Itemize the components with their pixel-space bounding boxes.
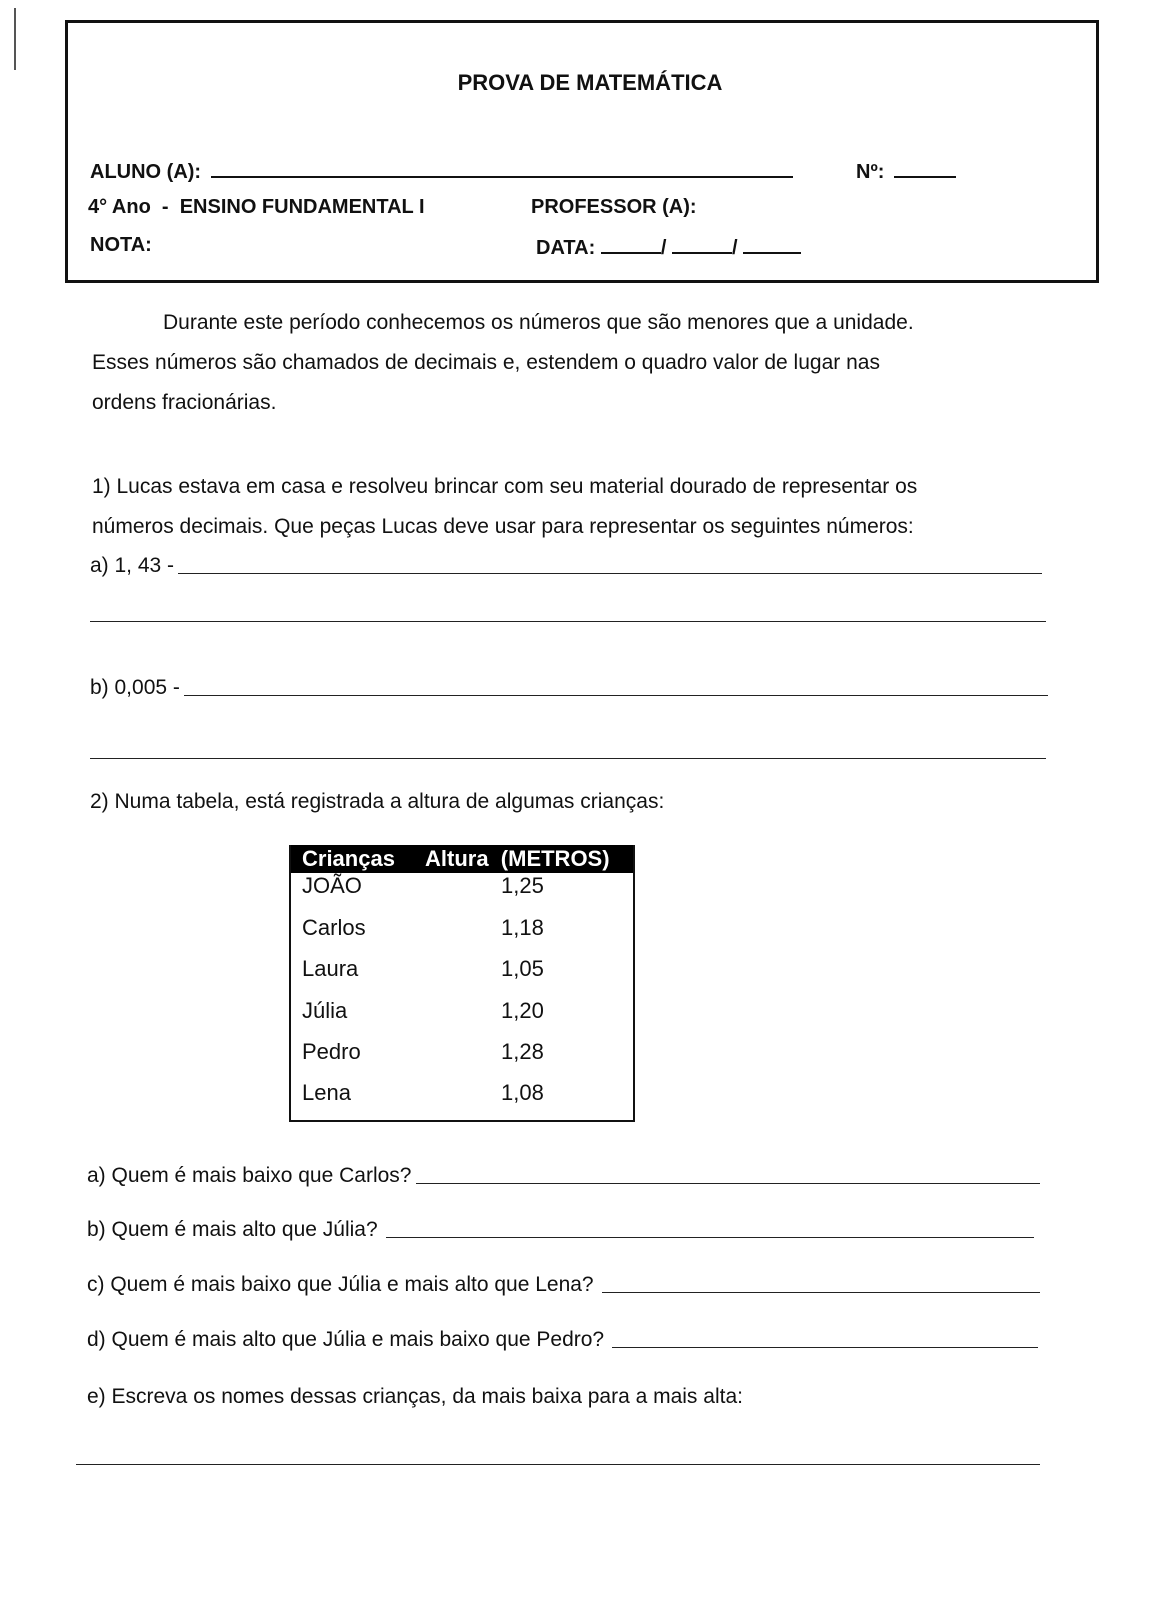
child-height: 1,05 bbox=[501, 956, 544, 981]
table-row bbox=[291, 915, 633, 945]
q1b-answer-row[interactable] bbox=[90, 676, 1048, 700]
answer-line[interactable] bbox=[90, 758, 1046, 759]
table-row bbox=[291, 956, 633, 986]
q2c-label: c) Quem é mais baixo que Júlia e mais alto que Lena? bbox=[87, 1273, 594, 1296]
child-name: Laura bbox=[302, 956, 359, 981]
number-field[interactable] bbox=[856, 158, 956, 184]
scan-mark bbox=[14, 8, 16, 70]
table-row bbox=[291, 1039, 633, 1069]
table-row bbox=[291, 998, 633, 1028]
answer-line[interactable] bbox=[416, 1183, 1041, 1184]
q1-text: 1) Lucas estava em casa e resolveu brincar com seu material dourado de representar os bbox=[92, 475, 918, 498]
child-height: 1,20 bbox=[501, 998, 544, 1023]
number-blank[interactable] bbox=[894, 158, 956, 178]
q1a-answer-row[interactable] bbox=[90, 554, 1042, 578]
intro-line: ordens fracionárias. bbox=[92, 391, 277, 414]
teacher-label: PROFESSOR (A): bbox=[531, 196, 697, 218]
q2-text: 2) Numa tabela, está registrada a altura de algumas crianças: bbox=[90, 790, 665, 813]
date-separator: / bbox=[660, 237, 667, 259]
student-field[interactable] bbox=[90, 158, 793, 184]
intro-line: Durante este período conhecemos os números que são menores que a unidade. bbox=[163, 311, 914, 334]
score-label: NOTA: bbox=[90, 234, 152, 256]
table-row bbox=[291, 1080, 633, 1110]
q2c-answer-row[interactable] bbox=[87, 1273, 1040, 1297]
q2b-label: b) Quem é mais alto que Júlia? bbox=[87, 1218, 378, 1241]
child-name: Lena bbox=[302, 1080, 351, 1105]
answer-line[interactable] bbox=[178, 573, 1042, 574]
answer-line[interactable] bbox=[602, 1292, 1040, 1293]
table-header bbox=[291, 845, 633, 873]
q2a-label: a) Quem é mais baixo que Carlos? bbox=[87, 1164, 412, 1187]
student-blank[interactable] bbox=[211, 158, 793, 178]
date-field[interactable] bbox=[536, 234, 801, 260]
q2b-answer-row[interactable] bbox=[87, 1218, 1034, 1242]
child-height: 1,18 bbox=[501, 915, 544, 940]
date-label: DATA: bbox=[536, 237, 596, 259]
answer-line[interactable] bbox=[184, 695, 1048, 696]
q2a-answer-row[interactable] bbox=[87, 1164, 1040, 1188]
child-name: Pedro bbox=[302, 1039, 361, 1064]
grade-label: 4° Ano - ENSINO FUNDAMENTAL I bbox=[88, 196, 425, 218]
answer-line[interactable] bbox=[612, 1347, 1038, 1348]
date-year-blank[interactable] bbox=[743, 234, 801, 254]
answer-line[interactable] bbox=[90, 621, 1046, 622]
col-header-height: Altura (METROS) bbox=[425, 846, 610, 871]
child-height: 1,08 bbox=[501, 1080, 544, 1105]
child-height: 1,28 bbox=[501, 1039, 544, 1064]
q1b-label: b) 0,005 - bbox=[90, 676, 180, 699]
answer-line[interactable] bbox=[76, 1464, 1040, 1465]
q1a-label: a) 1, 43 - bbox=[90, 554, 175, 577]
student-label: ALUNO (A): bbox=[90, 161, 202, 183]
heights-table bbox=[289, 845, 635, 1122]
child-name: Carlos bbox=[302, 915, 366, 940]
child-name: JOÃO bbox=[302, 873, 362, 898]
intro-line: Esses números são chamados de decimais e, estendem o quadro valor de lugar nas bbox=[92, 351, 880, 374]
q2d-answer-row[interactable] bbox=[87, 1328, 1038, 1352]
q2e-label: e) Escreva os nomes dessas crianças, da mais baixa para a mais alta: bbox=[87, 1385, 743, 1408]
col-header-children: Crianças bbox=[302, 846, 395, 871]
q1-text: números decimais. Que peças Lucas deve usar para representar os seguintes números: bbox=[92, 515, 914, 538]
answer-line[interactable] bbox=[386, 1237, 1034, 1238]
date-month-blank[interactable] bbox=[672, 234, 732, 254]
child-height: 1,25 bbox=[501, 873, 544, 898]
table-row bbox=[291, 873, 633, 903]
date-separator: / bbox=[731, 237, 738, 259]
number-label: Nº: bbox=[856, 161, 885, 183]
page-title: PROVA DE MATEMÁTICA bbox=[457, 70, 723, 95]
child-name: Júlia bbox=[302, 998, 348, 1023]
q2d-label: d) Quem é mais alto que Júlia e mais baixo que Pedro? bbox=[87, 1328, 605, 1351]
date-day-blank[interactable] bbox=[601, 234, 661, 254]
